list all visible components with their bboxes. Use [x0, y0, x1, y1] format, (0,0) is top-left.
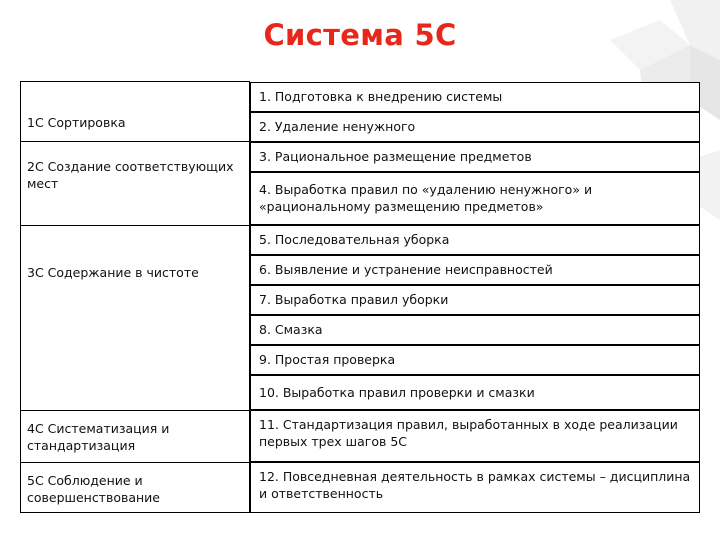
step-box: 10. Выработка правил проверки и смазки: [250, 375, 700, 410]
step-box: 1. Подготовка к внедрению системы: [250, 82, 700, 112]
category-item: 1С Сортировка: [27, 115, 126, 130]
category-item: 4С Систематизация и стандартизация: [27, 421, 170, 453]
step-box: 2. Удаление ненужного: [250, 112, 700, 142]
row-divider: [20, 225, 250, 226]
step-box: 6. Выявление и устранение неисправностей: [250, 255, 700, 285]
category-item: 5С Соблюдение и совершенствование: [27, 473, 160, 505]
slide-title: Система 5С: [263, 18, 457, 52]
category-item: 2С Создание соответствующих мест: [27, 159, 234, 191]
step-box: 5. Последовательная уборка: [250, 225, 700, 255]
step-box: 4. Выработка правил по «удалению ненужного» и «рациональному размещению предметов»: [250, 172, 700, 225]
step-box: 8. Смазка: [250, 315, 700, 345]
step-box: 12. Повседневная деятельность в рамках системы – дисциплина и ответственность: [250, 462, 700, 513]
step-box: 3. Рациональное размещение предметов: [250, 142, 700, 172]
category-item: 3С Содержание в чистоте: [27, 265, 199, 280]
row-divider: [20, 141, 250, 142]
step-box: 11. Стандартизация правил, выработанных в ходе реализации первых трех шагов 5С: [250, 410, 700, 462]
row-divider: [20, 462, 250, 463]
step-box: 7. Выработка правил уборки: [250, 285, 700, 315]
row-divider: [20, 410, 250, 411]
step-box: 9. Простая проверка: [250, 345, 700, 375]
